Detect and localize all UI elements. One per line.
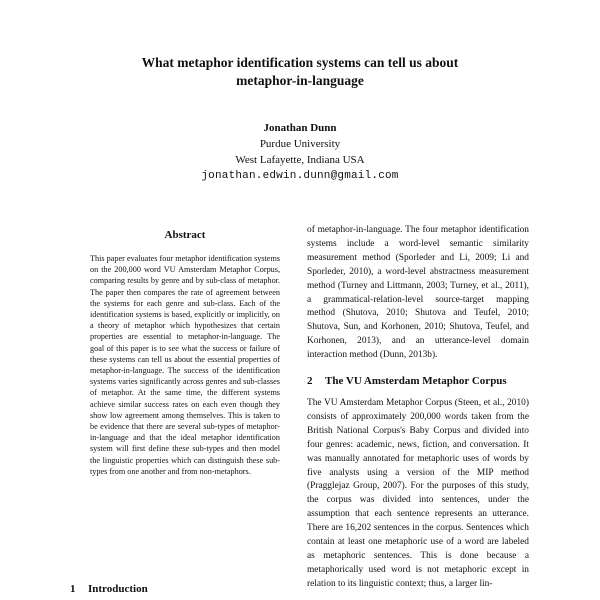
- section-1-number: 1: [70, 583, 76, 595]
- author-email: jonathan.edwin.dunn@gmail.com: [201, 170, 399, 182]
- section-2-title: The VU Amsterdam Metaphor Corpus: [325, 375, 507, 388]
- section-1-title: Introduction: [88, 583, 148, 595]
- paper-title-line-1: What metaphor identification systems can tell us about: [141, 55, 459, 70]
- section-2-heading: [307, 375, 529, 389]
- author-affiliation: Purdue University: [259, 138, 341, 150]
- section-2-number: 2: [307, 375, 313, 388]
- author-name: Jonathan Dunn: [263, 122, 337, 134]
- right-column: [307, 224, 529, 592]
- continued-paragraph: of metaphor-in-language. The four metaphor identification systems include a word-level semantic similarity measurement method (Sporleder and Li, 2009; Li and Sporleder, 2010), a word-level abstractness measurement method (Turney and Littmann, 2003; Turney, et al., 2011), a grammatical-relation-level source-target mapping method (Shutova, 2010; Shutova and Teufel, 2010; Shutova, Sun, and Korhonen, 2010; Shutova, Teufel, and Korhonen, 2013), and an utterance-level domain interaction method (Dunn, 2013b).: [307, 225, 529, 361]
- paper-title-line-2: metaphor-in-language: [236, 73, 364, 88]
- section-1-heading: [70, 583, 290, 595]
- author-block: [150, 120, 450, 184]
- section-2-paragraph: The VU Amsterdam Metaphor Corpus (Steen, et al., 2010) consists of approximately 200,000 words taken from the British National Corpus's Baby Corpus and divided into four genres: academic, news, fiction, and conversation. It was manually annotated for metaphoric uses of words by five analysts using a version of the MIP method (Pragglejaz Group, 2007). For the purposes of this study, the corpus was divided into sentences, under the assumption that each sentence represents an utterance. There are 16,202 sentences in the corpus. Sentences which contain at least one metaphoric use of a word are labeled as metaphoric sentences. This is done because a metaphorically used word is not metaphoric except in relation to its linguistic context; thus, a larger lin-: [307, 397, 529, 589]
- abstract-heading: Abstract: [164, 229, 206, 241]
- abstract-text: This paper evaluates four metaphor identification systems on the 200,000 word VU Amsterdam Metaphor Corpus, comparing results by genre and by sub-class of metaphor. The paper then compares the rate of agreement between the systems for each genre and sub-class. Each of the identification systems is based, explicitly or implicitly, on a theory of metaphor which hypothesizes that certain properties are essential to metaphor-in-language. The goal of this paper is to see what the success or failure of these systems can tell us about the essential properties of metaphor-in-language. The success of the identification systems varies significantly across genres and sub-classes of metaphor. At the same time, the different systems achieve similar success rates on each even though they show low agreement among themselves. This is taken to be evidence that there are several sub-types of metaphor-in-language and that the ideal metaphor identification system will first define these sub-types and then model the linguistic properties which can distinguish these sub-types from one another and from non-metaphors.: [90, 254, 280, 476]
- author-location: West Lafayette, Indiana USA: [235, 154, 365, 166]
- paper-title: [70, 54, 530, 90]
